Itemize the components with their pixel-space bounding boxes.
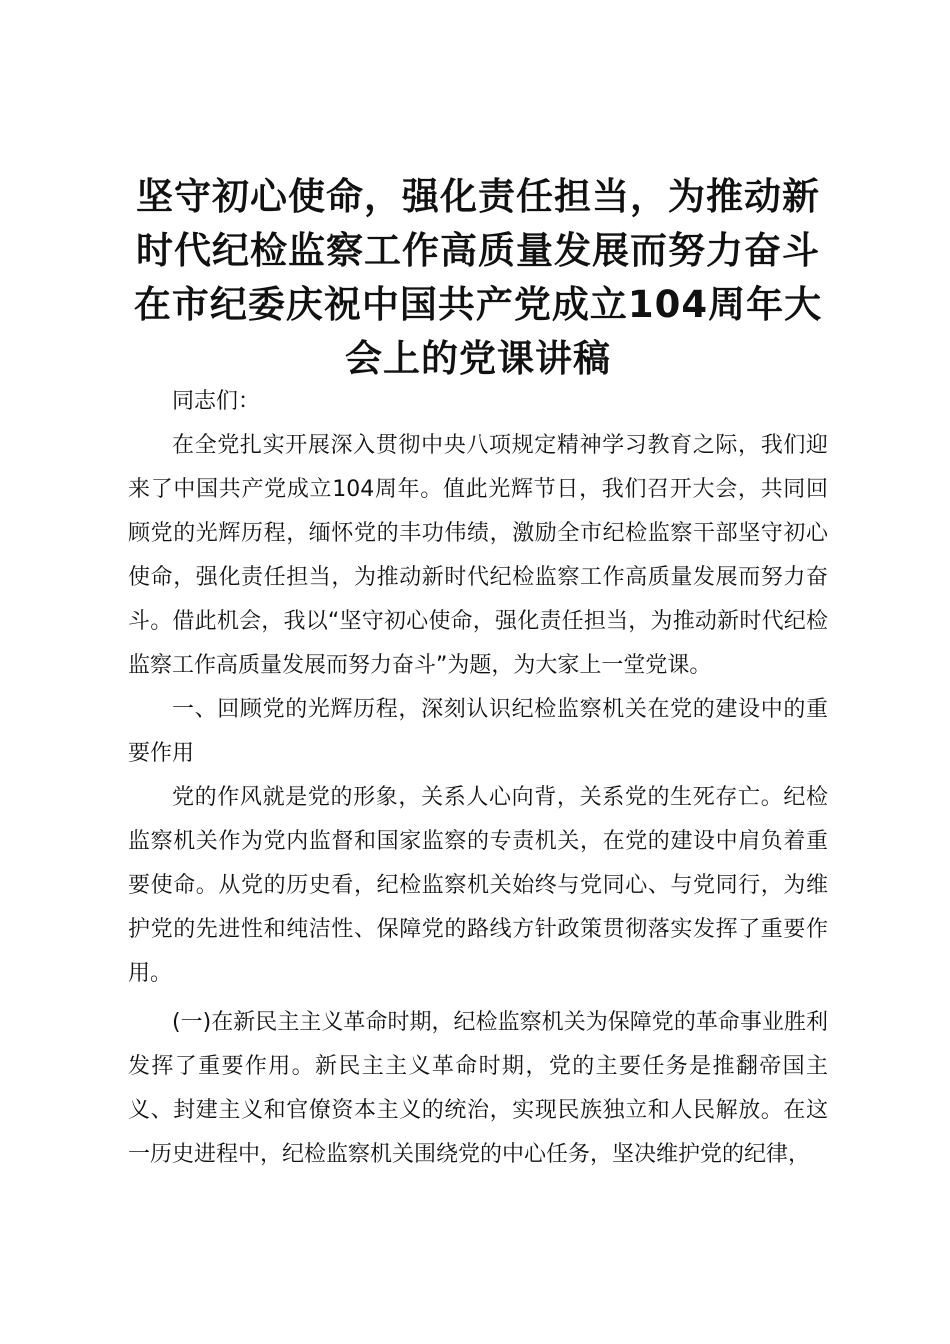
document-title: 坚守初心使命，强化责任担当，为推动新时代纪检监察工作高质量发展而努力奋斗在市纪委庆祝中国共产党成立104周年大会上的党课讲稿 [133,175,823,380]
section-heading-1: 一、回顾党的光辉历程，深刻认识纪检监察机关在党的建设中的重要作用 [128,697,828,766]
salutation: 同志们： [172,389,261,414]
paragraph-new-democratic-revolution: (一)在新民主主义革命时期，纪检监察机关为保障党的革命事业胜利发挥了重要作用。新民主主义革命时期，党的主要任务是推翻帝国主义、封建主义和官僚资本主义的统治，实现民族独立和人民解放。在这一历史进程中，纪检监察机关围绕党的中心任务，坚决维护党的纪律， [128,1010,828,1167]
paragraph-intro: 在全党扎实开展深入贯彻中央八项规定精神学习教育之际，我们迎来了中国共产党成立104周年。值此光辉节日，我们召开大会，共同回顾党的光辉历程，缅怀党的丰功伟绩，激励全市纪检监察干部坚守初心使命，强化责任担当，为推动新时代纪检监察工作高质量发展而努力奋斗。借此机会，我以“坚守初心使命，强化责任担当，为推动新时代纪检监察工作高质量发展而努力奋斗”为题，为大家上一堂党课。 [128,433,828,678]
paragraph-party-style: 党的作风就是党的形象，关系人心向背，关系党的生死存亡。纪检监察机关作为党内监督和国家监察的专责机关，在党的建设中肩负着重要使命。从党的历史看，纪检监察机关始终与党同心、与党同行，为维护党的先进性和纯洁性、保障党的路线方针政策贯彻落实发挥了重要作用。 [128,785,828,986]
